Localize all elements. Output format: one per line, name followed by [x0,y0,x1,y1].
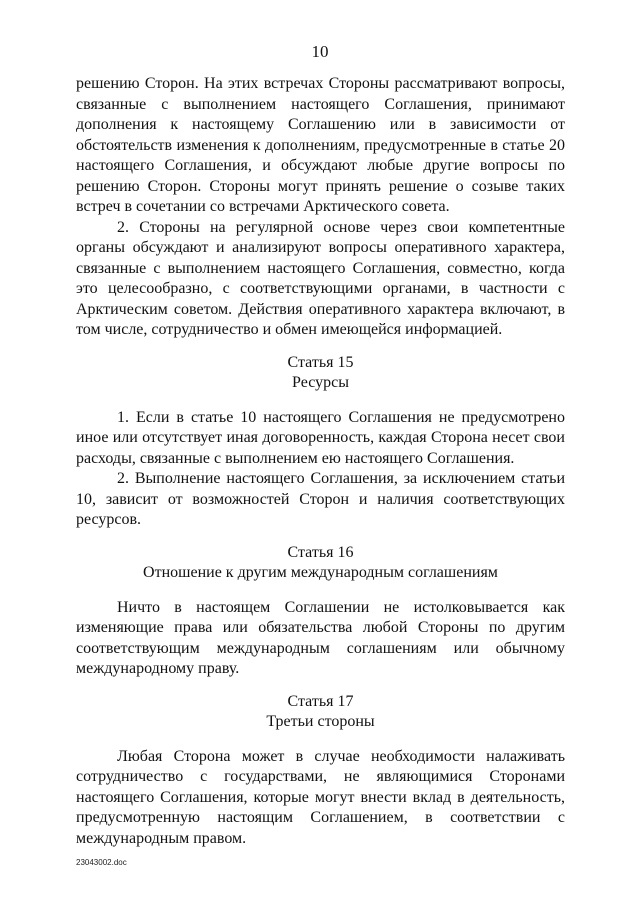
article-16-title: Статья 16 [287,543,354,561]
article-17 [76,692,565,850]
page-number: 10 [311,42,329,61]
article-15-heading: Ресурсы [292,374,349,391]
spacer [76,531,565,543]
article-15-paragraph-1: 1. Если в статье 10 настоящего Соглашения не предусмотрено иное или отсутствует иная договоренность, каждая Сторона несет свои расходы, связанные с выполнением ею настоящего Соглашения. [76,408,565,467]
spacer [76,733,565,747]
spacer [76,680,565,692]
spacer [76,341,565,353]
article-15-title: Статья 15 [287,353,354,371]
spacer [76,394,565,408]
continuation-paragraph: решению Сторон. На этих встречах Стороны рассматривают вопросы, связанные с выполнением настоящего Соглашения, принимают дополнения к настоящему Соглашению или в зависимости от обстоятельств изменения к дополнениям, предусмотренные в статье 20 настоящего Соглашения, и обсуждают любые другие вопросы по решению Сторон. Стороны могут принять решение о созыве таких встреч в сочетании со встречами Арктического совета. [76,75,565,215]
article-17-paragraph-1: Любая Сторона может в случае необходимости налаживать сотрудничество с государствами, не являющимися Сторонами настоящего Соглашения, которые могут внести вклад в деятельность, предусмотренную настоящим Соглашением, в соответствии с международным правом. [76,747,565,847]
article-17-heading: Третьи стороны [266,713,375,730]
article-16 [76,543,565,680]
article-16-heading: Отношение к другим международным соглашениям [143,564,498,581]
footer-filename: 23043002.doc [76,858,127,867]
article-15 [76,353,565,531]
article-16-paragraph-1: Ничто в настоящем Соглашении не истолковывается как изменяющие права или обязательства любой Стороны по другим соответствующим международным соглашениям или обычному международному праву. [76,598,565,677]
article-17-title: Статья 17 [287,692,354,710]
article-15-paragraph-2: 2. Выполнение настоящего Соглашения, за исключением статьи 10, зависит от возможностей Сторон и наличия соответствующих ресурсов. [76,470,565,528]
spacer [76,584,565,598]
document-body [76,74,565,849]
paragraph-2: 2. Стороны на регулярной основе через свои компетентные органы обсуждают и анализируют вопросы оперативного характера, связанные с выполнением настоящего Соглашения, совместно, когда это целесообразно, с соответствующими органами, в частности с Арктическим советом. Действия оперативного характера включают, в том числе, сотрудничество и обмен имеющейся информацией. [76,218,565,338]
